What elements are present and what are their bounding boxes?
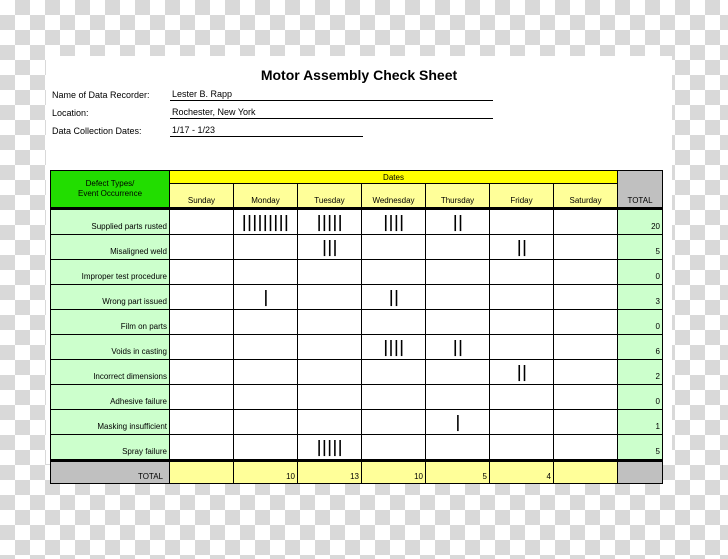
check-table (50, 170, 663, 484)
day-header-monday: Monday (234, 184, 298, 209)
tally-marks: || (516, 362, 527, 381)
tally-cell (234, 285, 298, 310)
defect-label: Supplied parts rusted (51, 209, 170, 235)
footer-total-label: TOTAL (51, 461, 170, 484)
tally-cell (490, 360, 554, 385)
tally-cell (554, 285, 618, 310)
day-total: 4 (490, 461, 554, 484)
day-total: 10 (362, 461, 426, 484)
total-header: TOTAL (618, 171, 663, 209)
tally-marks: || (452, 212, 463, 231)
dates-label: Data Collection Dates: (52, 126, 142, 136)
tally-cell (170, 435, 234, 461)
row-total: 3 (618, 285, 663, 310)
row-total: 1 (618, 410, 663, 435)
defect-types-line2: Event Occurrence (77, 189, 143, 198)
day-header-thursday: Thursday (426, 184, 490, 209)
tally-marks: || (452, 337, 463, 356)
tally-cell (362, 285, 426, 310)
tally-cell (170, 385, 234, 410)
tally-cell (234, 235, 298, 260)
check-sheet (46, 56, 672, 481)
tally-cell (490, 260, 554, 285)
tally-cell (426, 260, 490, 285)
row-total: 20 (618, 209, 663, 235)
tally-cell (362, 385, 426, 410)
day-header-tuesday: Tuesday (298, 184, 362, 209)
location-value: Rochester, New York (172, 107, 256, 117)
tally-marks: || (516, 237, 527, 256)
dates-header: Dates (170, 171, 618, 184)
tally-cell (554, 385, 618, 410)
tally-cell (298, 235, 362, 260)
tally-marks: | (262, 287, 269, 306)
tally-cell (554, 260, 618, 285)
tally-cell (426, 285, 490, 310)
tally-cell (234, 310, 298, 335)
tally-cell (490, 410, 554, 435)
footer-row (51, 461, 663, 484)
defect-row (51, 235, 663, 260)
tally-marks: ||||||||| (241, 212, 290, 231)
day-total (554, 461, 618, 484)
tally-cell (426, 385, 490, 410)
defect-label: Film on parts (51, 310, 170, 335)
tally-cell (554, 410, 618, 435)
tally-cell (298, 360, 362, 385)
tally-cell (298, 260, 362, 285)
tally-cell (170, 310, 234, 335)
defect-row (51, 285, 663, 310)
tally-cell (554, 209, 618, 235)
defect-label: Voids in casting (51, 335, 170, 360)
tally-cell (490, 385, 554, 410)
tally-cell (234, 435, 298, 461)
dates-underline (170, 136, 363, 137)
row-total: 6 (618, 335, 663, 360)
tally-marks: |||| (382, 337, 405, 356)
defect-label: Adhesive failure (51, 385, 170, 410)
tally-cell (490, 209, 554, 235)
day-header-friday: Friday (490, 184, 554, 209)
defect-row (51, 385, 663, 410)
tally-marks: | (454, 412, 461, 431)
grand-total-cell (618, 461, 663, 484)
row-total: 5 (618, 435, 663, 461)
tally-marks: |||| (382, 212, 405, 231)
tally-cell (490, 310, 554, 335)
tally-cell (554, 310, 618, 335)
defect-label: Wrong part issued (51, 285, 170, 310)
tally-cell (298, 285, 362, 310)
tally-cell (362, 310, 426, 335)
tally-cell (170, 209, 234, 235)
tally-cell (362, 260, 426, 285)
tally-cell (362, 360, 426, 385)
defect-label: Spray failure (51, 435, 170, 461)
defect-label: Misaligned weld (51, 235, 170, 260)
tally-cell (490, 285, 554, 310)
day-total: 5 (426, 461, 490, 484)
tally-marks: ||||| (316, 212, 343, 231)
tally-cell (298, 435, 362, 461)
tally-marks: || (388, 287, 399, 306)
tally-marks: ||| (321, 237, 338, 256)
dates-value: 1/17 - 1/23 (172, 125, 216, 135)
tally-cell (426, 209, 490, 235)
tally-cell (234, 360, 298, 385)
tally-cell (170, 410, 234, 435)
defect-label: Incorrect dimensions (51, 360, 170, 385)
day-header-saturday: Saturday (554, 184, 618, 209)
defect-label: Masking insufficient (51, 410, 170, 435)
day-header-sunday: Sunday (170, 184, 234, 209)
tally-cell (490, 435, 554, 461)
day-total: 10 (234, 461, 298, 484)
day-header-wednesday: Wednesday (362, 184, 426, 209)
tally-cell (362, 335, 426, 360)
row-total: 5 (618, 235, 663, 260)
day-total: 13 (298, 461, 362, 484)
defect-row (51, 410, 663, 435)
tally-cell (298, 385, 362, 410)
location-underline (170, 118, 493, 119)
defect-label: Improper test procedure (51, 260, 170, 285)
defect-row (51, 260, 663, 285)
tally-cell (362, 435, 426, 461)
tally-cell (362, 209, 426, 235)
tally-cell (554, 235, 618, 260)
tally-cell (426, 235, 490, 260)
tally-cell (170, 335, 234, 360)
row-total: 0 (618, 310, 663, 335)
tally-cell (234, 410, 298, 435)
defect-row (51, 310, 663, 335)
recorder-label: Name of Data Recorder: (52, 90, 150, 100)
row-total: 2 (618, 360, 663, 385)
defect-row (51, 209, 663, 235)
defect-row (51, 360, 663, 385)
defect-types-line1: Defect Types/ (85, 179, 135, 188)
tally-cell (298, 410, 362, 435)
tally-cell (298, 335, 362, 360)
tally-cell (234, 260, 298, 285)
tally-cell (362, 410, 426, 435)
tally-cell (170, 360, 234, 385)
tally-cell (554, 435, 618, 461)
tally-cell (426, 410, 490, 435)
tally-cell (170, 285, 234, 310)
tally-cell (426, 435, 490, 461)
tally-cell (426, 360, 490, 385)
day-total (170, 461, 234, 484)
recorder-value: Lester B. Rapp (172, 89, 233, 99)
defect-row (51, 335, 663, 360)
defect-row (51, 435, 663, 461)
tally-cell (298, 209, 362, 235)
row-total: 0 (618, 385, 663, 410)
tally-cell (426, 310, 490, 335)
recorder-underline (170, 100, 493, 101)
tally-cell (554, 360, 618, 385)
tally-cell (234, 209, 298, 235)
tally-cell (298, 310, 362, 335)
location-label: Location: (52, 108, 89, 118)
tally-cell (490, 235, 554, 260)
tally-cell (234, 335, 298, 360)
defect-types-header (51, 171, 170, 209)
tally-cell (554, 335, 618, 360)
tally-marks: ||||| (316, 437, 343, 456)
tally-cell (426, 335, 490, 360)
sheet-title: Motor Assembly Check Sheet (260, 67, 458, 83)
tally-cell (234, 385, 298, 410)
tally-cell (170, 235, 234, 260)
tally-cell (362, 235, 426, 260)
tally-cell (490, 335, 554, 360)
row-total: 0 (618, 260, 663, 285)
tally-cell (170, 260, 234, 285)
